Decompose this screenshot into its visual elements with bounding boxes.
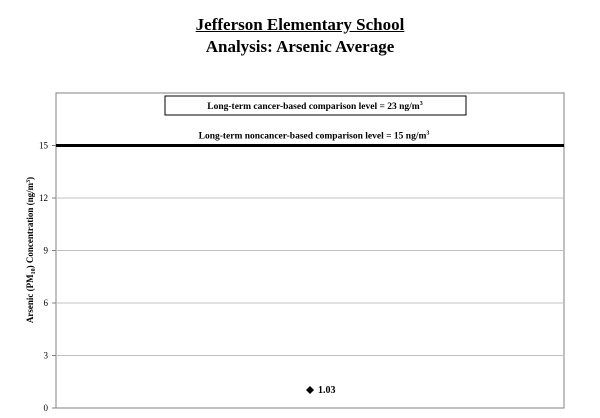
y-tick-label: 0 (43, 403, 48, 413)
chart-title: Jefferson Elementary School (195, 15, 405, 34)
y-tick-label: 9 (43, 245, 48, 256)
y-axis-label: Arsenic $(PM_{10})$ Concentration $(ng/m^3)$ (25, 176, 37, 324)
y-ticks (39, 141, 56, 414)
noncancer-reference-label: Long-term noncancer-based comparison level = 15 $ng/m^3$ (198, 130, 430, 142)
cancer-annotation-label: Long-term cancer-based comparison level = 23 $ng/m^3$ (207, 101, 423, 112)
y-tick-label: 6 (43, 298, 48, 308)
y-tick-label: 3 (43, 350, 48, 361)
chart-subtitle: Analysis: Arsenic Average (205, 37, 395, 56)
y-tick-label: 15 (39, 140, 48, 151)
y-tick-label: 12 (39, 193, 48, 203)
data-point-label: 1.03 (318, 384, 336, 396)
